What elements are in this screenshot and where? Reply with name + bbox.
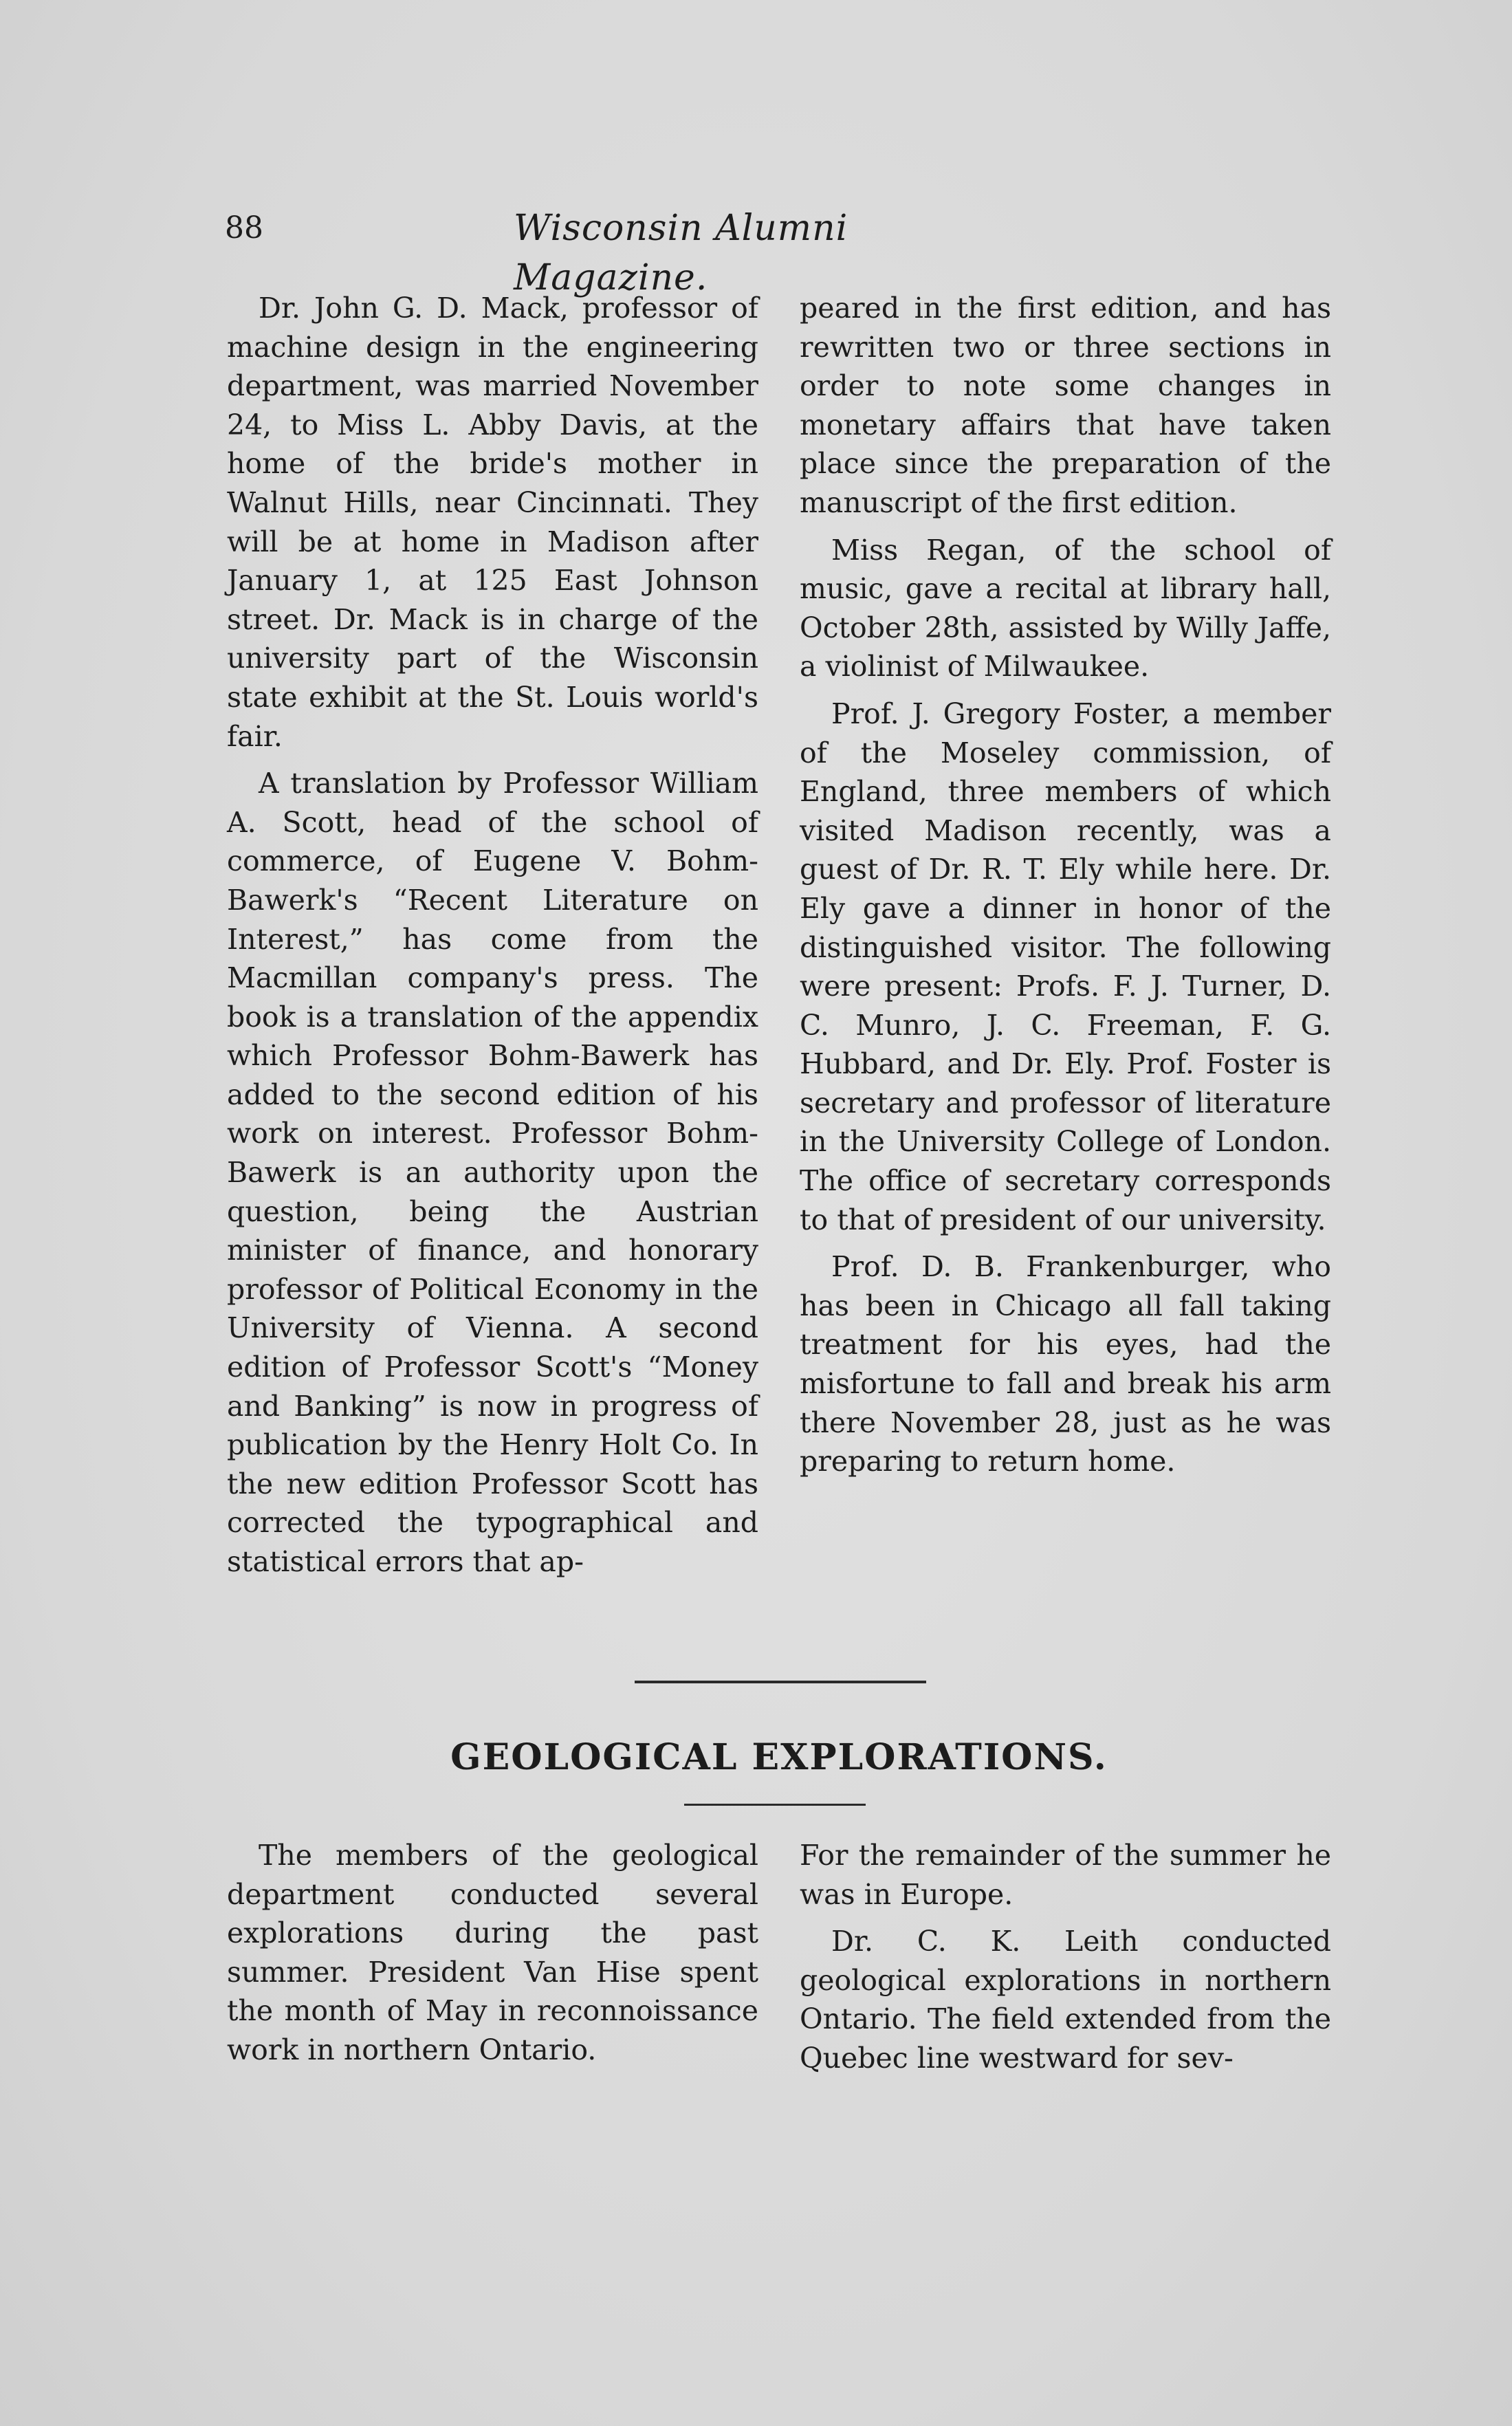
paragraph-frankenburger: Prof. D. B. Frankenburger, who has been in Chicago all fall taking treatment for his eyes, had the misfortune to fall and break his arm there November 28, just as he was preparing to return home. [800,1250,1331,1478]
page-header [225,204,1036,298]
paragraph-mack-marriage: Dr. John G. D. Mack, professor of machine design in the engineering department, was married November 24, to Miss L. Abby Davis, at the home of the bride's mother in Walnut Hills, near Cincinnati. They will be at home in Madison after January 1, at 125 East Johnson street. Dr. Mack is in charge of the university part of the Wisconsin state exhibit at the St. Louis world's fair. [227,292,758,753]
section-right-column [800,1836,1331,2086]
magazine-title: Wisconsin Alumni Magazine. [514,208,848,298]
page-number: 88 [225,210,263,245]
right-column [800,289,1331,1489]
paragraph-geological-department: The members of the geological department conducted several explorations during the past summer. President Van Hise spent the month of May in reconnoissance work in northern Ontario. [227,1839,758,2066]
section-heading: GEOLOGICAL EXPLORATIONS. [450,1736,1108,1778]
paragraph-regan-recital: Miss Regan, of the school of music, gave a recital at library hall, October 28th, assisted by Willy Jaffe, a violinist of Milwaukee. [800,533,1331,684]
left-column [227,289,758,1590]
section-left-column [227,1836,758,2078]
paragraph-first-edition-continued: peared in the first edition, and has rewritten two or three sections in order to note some changes in monetary affairs that have taken place since the preparation of the manuscript of the first edition. [800,292,1331,519]
paragraph-foster-visit: Prof. J. Gregory Foster, a member of the Moseley commission, of England, three members of which visited Madison recently, was a guest of Dr. R. T. Ely while here. Dr. Ely gave a dinner in honor of the distinguished visitor. The following were present: Profs. F. J. Turner, D. C. Munro, J. C. Freeman, F. G. Hubbard, and Dr. Ely. Prof. Foster is secretary and professor of literature in the University College of London. The office of secretary corresponds to that of president of our university. [800,697,1331,1236]
paragraph-europe: For the remainder of the summer he was in Europe. [800,1839,1331,1911]
paragraph-leith-explorations: Dr. C. K. Leith conducted geological explorations in northern Ontario. The field extended from the Quebec line westward for sev- [800,1925,1331,2075]
section-divider-top [635,1681,926,1683]
section-divider-bottom [684,1804,866,1806]
paragraph-scott-translation: A translation by Professor William A. Scott, head of the school of commerce, of Eugene V. Bohm-Bawerk's “Recent Literature on Interest,” has come from the Macmillan company's press. The book is a translation of the appendix which Professor Bohm-Bawerk has added to the second edition of his work on interest. Professor Bohm-Bawerk is an authority upon the question, being the Austrian minister of finance, and honorary professor of Political Economy in the University of Vienna. A second edition of Professor Scott's “Money and Banking” is now in progress of publication by the Henry Holt Co. In the new edition Professor Scott has corrected the typographical and statistical errors that ap- [227,767,758,1578]
